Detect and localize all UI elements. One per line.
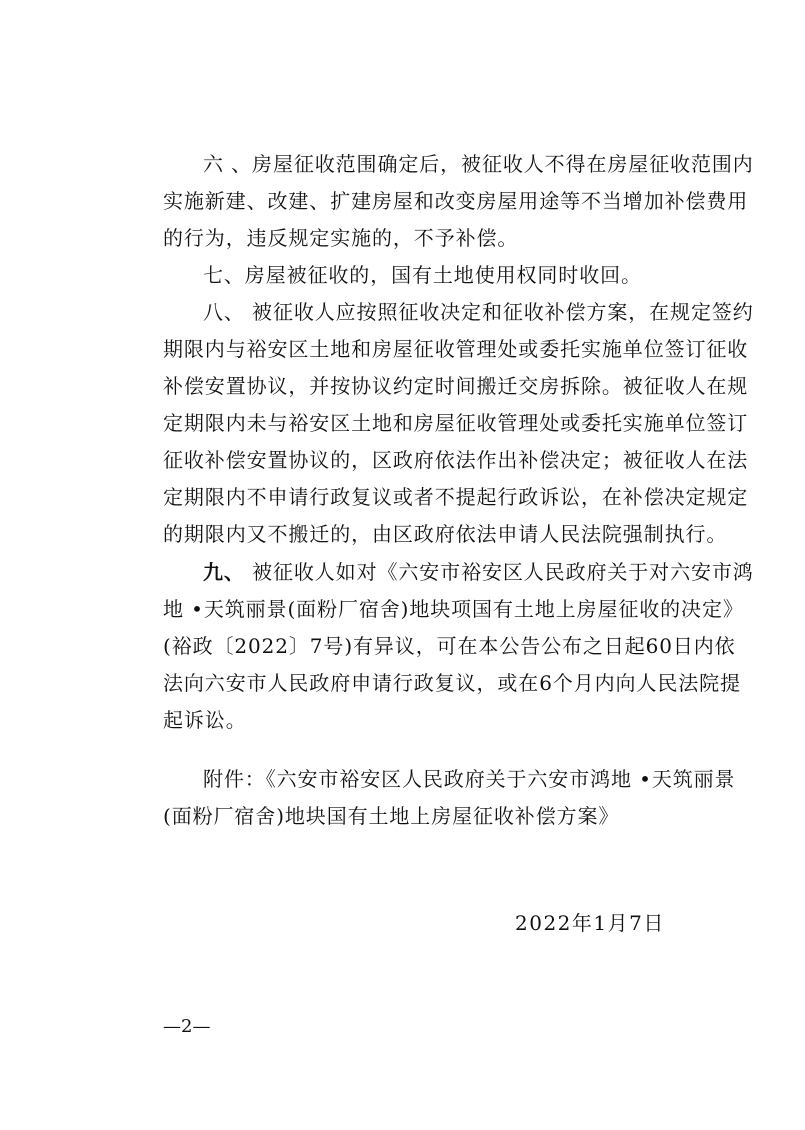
paragraph-9-line-3: (裕政〔2022〕7号)有异议，可在本公告公布之日起60日内依 — [163, 634, 736, 658]
paragraph-6-line-2: 实施新建、改建、扩建房屋和改变房屋用途等不当增加补偿费用 — [163, 189, 749, 213]
attachment-line-1: 附件：《六安市裕安区人民政府关于六安市鸿地 •天筑丽景 — [203, 767, 736, 791]
paragraph-8-line-7: 的期限内又不搬迁的，由区政府依法申请人民法院强制执行。 — [163, 522, 728, 546]
paragraph-9-line-4: 法向六安市人民政府申请行政复议，或在6个月内向人民法院提 — [163, 671, 741, 695]
paragraph-9-line-1-text: 被征收人如对《六安市裕安区人民政府关于对六安市鸿 — [244, 560, 754, 584]
paragraph-8-line-2: 期限内与裕安区土地和房屋征收管理处或委托实施单位签订征收 — [163, 337, 749, 361]
paragraph-6-line-1: 六 、房屋征收范围确定后，被征收人不得在房屋征收范围内 — [203, 152, 754, 176]
document-date: 2022年1月7日 — [515, 911, 665, 935]
paragraph-6-line-3: 的行为，违反规定实施的，不予补偿。 — [163, 226, 519, 250]
paragraph-8-line-3: 补偿安置协议，并按协议约定时间搬迁交房拆除。被征收人在规 — [163, 374, 749, 398]
page-number: —2— — [163, 1016, 211, 1037]
paragraph-9-line-5: 起诉讼。 — [163, 708, 247, 732]
paragraph-8-line-6: 定期限内不申请行政复议或者不提起行政诉讼，在补偿决定规定 — [163, 485, 749, 509]
paragraph-8-line-5: 征收补偿安置协议的，区政府依法作出补偿决定；被征收人在法 — [163, 448, 749, 472]
attachment-line-2: (面粉厂宿舍)地块国有土地上房屋征收补偿方案》 — [163, 804, 620, 828]
paragraph-9-line-2: 地 •天筑丽景(面粉厂宿舍)地块项国有土地上房屋征收的决定》 — [163, 597, 744, 621]
paragraph-8-line-4: 定期限内未与裕安区土地和房屋征收管理处或委托实施单位签订 — [163, 411, 749, 435]
paragraph-7-line-1: 七、房屋被征收的，国有土地使用权同时收回。 — [203, 263, 642, 287]
paragraph-9-line-1 — [203, 558, 783, 586]
paragraph-8-line-1: 八、 被征收人应按照征收决定和征收补偿方案，在规定签约 — [203, 300, 754, 324]
paragraph-9-lead: 九、 — [203, 560, 245, 584]
